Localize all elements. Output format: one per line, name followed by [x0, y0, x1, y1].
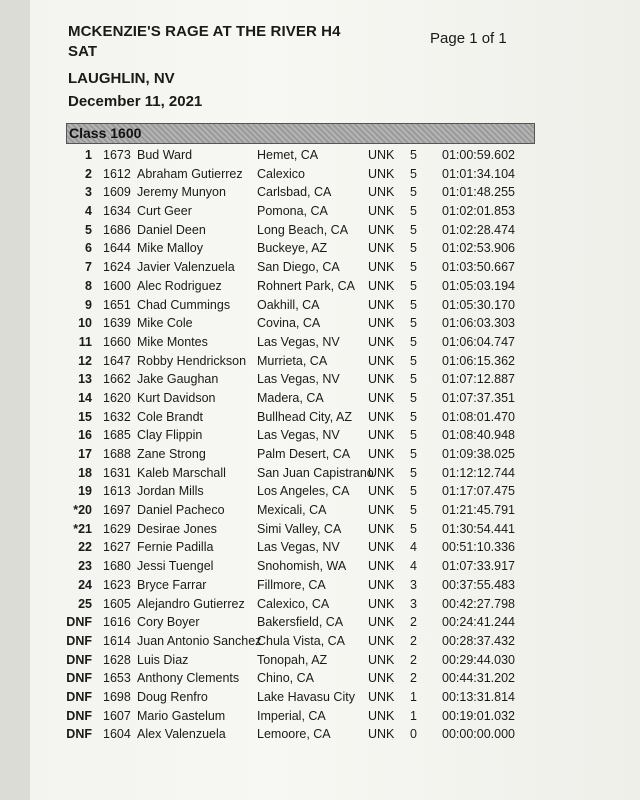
- table-row: [0, 688, 640, 707]
- event-date: December 11, 2021: [68, 93, 203, 110]
- result-car-number: 1627: [103, 540, 131, 555]
- result-hometown: San Juan Capistrano: [257, 465, 374, 480]
- result-time: 01:06:03.303: [442, 316, 515, 331]
- result-time: 01:12:12.744: [442, 465, 515, 480]
- result-class-code: UNK: [368, 428, 395, 443]
- page-info: Page 1 of 1: [430, 30, 507, 47]
- result-driver-name: Juan Antonio Sanchez: [137, 633, 262, 648]
- result-class-code: UNK: [368, 166, 395, 181]
- result-time: 00:37:55.483: [442, 577, 515, 592]
- result-driver-name: Zane Strong: [137, 447, 206, 461]
- result-class-code: UNK: [368, 260, 395, 275]
- result-class-code: UNK: [368, 185, 395, 200]
- result-car-number: 1612: [103, 166, 131, 181]
- result-class-code: UNK: [368, 334, 395, 349]
- result-driver-name: Daniel Pacheco: [137, 503, 225, 518]
- result-position: 5: [85, 222, 92, 237]
- result-laps: 5: [410, 166, 417, 181]
- result-hometown: Lemoore, CA: [257, 727, 331, 742]
- result-hometown: Bullhead City, AZ: [257, 409, 352, 424]
- result-car-number: 1620: [103, 390, 131, 405]
- result-laps: 5: [410, 316, 417, 331]
- result-laps: 5: [410, 372, 417, 387]
- result-time: 01:21:45.791: [442, 503, 515, 518]
- result-driver-name: Mike Montes: [137, 334, 208, 349]
- table-row: [0, 464, 640, 483]
- result-time: 01:01:48.255: [442, 185, 515, 200]
- table-row: [0, 314, 640, 333]
- result-time: 01:05:30.170: [442, 297, 515, 312]
- result-time: 00:51:10.336: [442, 540, 515, 555]
- result-laps: 5: [410, 390, 417, 405]
- result-time: 01:08:40.948: [442, 428, 515, 443]
- table-row: [0, 277, 640, 296]
- result-hometown: Chula Vista, CA: [257, 633, 346, 648]
- class-header-bar: [66, 123, 535, 144]
- table-row: [0, 296, 640, 315]
- result-position: 16: [78, 428, 92, 443]
- result-position: *20: [73, 503, 92, 518]
- result-hometown: Hemet, CA: [257, 148, 319, 162]
- result-hometown: Tonopah, AZ: [257, 652, 328, 667]
- result-driver-name: Alec Rodriguez: [137, 278, 222, 293]
- result-position: 24: [78, 577, 92, 592]
- result-car-number: 1673: [103, 148, 131, 162]
- table-row: [0, 669, 640, 688]
- event-day: SAT: [68, 43, 98, 60]
- result-class-code: UNK: [368, 503, 395, 518]
- result-class-code: UNK: [368, 465, 395, 480]
- result-time: 00:19:01.032: [442, 708, 515, 723]
- result-time: 01:30:54.441: [442, 521, 515, 536]
- result-driver-name: Desirae Jones: [137, 521, 217, 536]
- result-position: 10: [78, 316, 92, 331]
- result-class-code: UNK: [368, 204, 395, 219]
- result-car-number: 1651: [103, 297, 131, 312]
- result-car-number: 1629: [103, 521, 131, 536]
- result-hometown: Las Vegas, NV: [257, 428, 340, 443]
- result-driver-name: Cole Brandt: [137, 409, 204, 424]
- result-position: DNF: [66, 652, 92, 667]
- result-position: 15: [78, 409, 92, 424]
- result-hometown: San Diego, CA: [257, 260, 340, 275]
- result-position: 3: [85, 185, 92, 200]
- result-class-code: UNK: [368, 708, 395, 723]
- result-time: 01:17:07.475: [442, 484, 515, 499]
- result-hometown: Mexicali, CA: [257, 503, 327, 518]
- result-hometown: Carlsbad, CA: [257, 185, 332, 200]
- result-car-number: 1604: [103, 727, 131, 742]
- result-time: 01:02:53.906: [442, 241, 515, 256]
- result-position: 11: [78, 334, 92, 349]
- result-driver-name: Mike Malloy: [137, 241, 203, 256]
- result-hometown: Snohomish, WA: [257, 559, 347, 574]
- result-position: DNF: [66, 633, 92, 648]
- table-row: [0, 239, 640, 258]
- result-position: DNF: [66, 708, 92, 723]
- result-driver-name: Kaleb Marschall: [137, 465, 226, 480]
- result-car-number: 1616: [103, 615, 131, 630]
- result-car-number: 1660: [103, 334, 131, 349]
- result-time: 00:42:27.798: [442, 596, 515, 611]
- result-class-code: UNK: [368, 577, 395, 592]
- result-hometown: Imperial, CA: [257, 708, 326, 723]
- result-class-code: UNK: [368, 222, 395, 237]
- result-hometown: Las Vegas, NV: [257, 334, 340, 349]
- result-position: 25: [78, 596, 92, 611]
- result-driver-name: Jessi Tuengel: [137, 559, 214, 574]
- result-car-number: 1680: [103, 559, 131, 574]
- result-position: 9: [85, 297, 92, 312]
- result-car-number: 1624: [103, 260, 131, 275]
- table-row: [0, 707, 640, 726]
- result-class-code: UNK: [368, 297, 395, 312]
- table-row: [0, 501, 640, 520]
- result-hometown: Las Vegas, NV: [257, 540, 340, 555]
- result-laps: 5: [410, 353, 417, 368]
- result-laps: 5: [410, 334, 417, 349]
- result-hometown: Simi Valley, CA: [257, 521, 342, 536]
- result-driver-name: Cory Boyer: [137, 615, 200, 630]
- table-row: [0, 165, 640, 184]
- result-position: 1: [85, 148, 92, 162]
- result-laps: 3: [410, 577, 417, 592]
- result-position: DNF: [66, 689, 92, 704]
- result-car-number: 1647: [103, 353, 131, 368]
- result-time: 00:13:31.814: [442, 689, 515, 704]
- result-driver-name: Luis Diaz: [137, 652, 189, 667]
- result-laps: 5: [410, 222, 417, 237]
- result-laps: 0: [410, 727, 417, 742]
- result-hometown: Murrieta, CA: [257, 353, 328, 368]
- result-class-code: UNK: [368, 316, 395, 331]
- result-car-number: 1634: [103, 204, 131, 219]
- result-hometown: Calexico: [257, 166, 305, 181]
- result-time: 01:06:15.362: [442, 353, 515, 368]
- result-class-code: UNK: [368, 540, 395, 555]
- result-car-number: 1632: [103, 409, 131, 424]
- table-row: [0, 202, 640, 221]
- event-title: [68, 22, 341, 62]
- result-driver-name: Jake Gaughan: [137, 372, 219, 387]
- result-hometown: Madera, CA: [257, 390, 324, 405]
- result-class-code: UNK: [368, 390, 395, 405]
- result-laps: 5: [410, 465, 417, 480]
- result-driver-name: Alex Valenzuela: [137, 727, 226, 742]
- result-time: 01:05:03.194: [442, 278, 515, 293]
- result-hometown: Pomona, CA: [257, 204, 328, 219]
- result-hometown: Las Vegas, NV: [257, 372, 340, 387]
- result-class-code: UNK: [368, 671, 395, 686]
- result-time: 00:00:00.000: [442, 727, 515, 742]
- result-class-code: UNK: [368, 596, 395, 611]
- result-laps: 5: [410, 148, 417, 162]
- result-car-number: 1628: [103, 652, 131, 667]
- class-label: Class 1600: [69, 125, 142, 141]
- result-time: 01:01:34.104: [442, 166, 515, 181]
- table-row: [0, 538, 640, 557]
- result-laps: 4: [410, 559, 417, 574]
- result-driver-name: Clay Flippin: [137, 428, 203, 443]
- result-car-number: 1685: [103, 428, 131, 443]
- result-class-code: UNK: [368, 727, 395, 742]
- result-position: 13: [78, 372, 92, 387]
- result-driver-name: Curt Geer: [137, 204, 192, 219]
- result-laps: 5: [410, 241, 417, 256]
- result-hometown: Lake Havasu City: [257, 689, 355, 704]
- result-car-number: 1686: [103, 222, 131, 237]
- result-laps: 5: [410, 503, 417, 518]
- result-hometown: Rohnert Park, CA: [257, 278, 355, 293]
- result-time: 01:06:04.747: [442, 334, 515, 349]
- result-class-code: UNK: [368, 372, 395, 387]
- result-position: 2: [85, 166, 92, 181]
- result-position: 8: [85, 278, 92, 293]
- result-class-code: UNK: [368, 409, 395, 424]
- result-driver-name: Fernie Padilla: [137, 540, 214, 555]
- result-car-number: 1609: [103, 185, 131, 200]
- result-driver-name: Mario Gastelum: [137, 708, 226, 723]
- result-driver-name: Chad Cummings: [137, 297, 231, 312]
- result-laps: 5: [410, 409, 417, 424]
- result-class-code: UNK: [368, 278, 395, 293]
- result-time: 01:03:50.667: [442, 260, 515, 275]
- table-row: [0, 426, 640, 445]
- result-driver-name: Javier Valenzuela: [137, 260, 235, 275]
- table-row: [0, 333, 640, 352]
- results-table: [0, 146, 640, 744]
- result-laps: 5: [410, 447, 417, 461]
- table-row: [0, 613, 640, 632]
- result-car-number: 1614: [103, 633, 131, 648]
- result-time: 00:24:41.244: [442, 615, 515, 630]
- result-time: 00:44:31.202: [442, 671, 515, 686]
- result-position: 12: [78, 353, 92, 368]
- result-hometown: Calexico, CA: [257, 596, 330, 611]
- result-position: DNF: [66, 615, 92, 630]
- result-time: 01:09:38.025: [442, 447, 515, 461]
- result-hometown: Covina, CA: [257, 316, 321, 331]
- table-row: [0, 725, 640, 744]
- result-laps: 5: [410, 521, 417, 536]
- table-row: [0, 352, 640, 371]
- result-class-code: UNK: [368, 689, 395, 704]
- result-driver-name: Bryce Farrar: [137, 577, 207, 592]
- result-position: 6: [85, 241, 92, 256]
- result-class-code: UNK: [368, 353, 395, 368]
- result-time: 01:07:12.887: [442, 372, 515, 387]
- result-laps: 5: [410, 297, 417, 312]
- result-driver-name: Anthony Clements: [137, 671, 240, 686]
- result-laps: 5: [410, 278, 417, 293]
- result-hometown: Palm Desert, CA: [257, 447, 351, 461]
- result-car-number: 1644: [103, 241, 131, 256]
- result-position: 4: [85, 204, 92, 219]
- result-position: 14: [78, 390, 92, 405]
- table-row: [0, 520, 640, 539]
- result-position: 22: [78, 540, 92, 555]
- result-laps: 2: [410, 615, 417, 630]
- result-position: 23: [78, 559, 92, 574]
- table-row: [0, 370, 640, 389]
- event-title-line: MCKENZIE'S RAGE AT THE RIVER H4: [68, 23, 341, 40]
- result-time: 01:08:01.470: [442, 409, 515, 424]
- table-row: [0, 445, 640, 464]
- result-time: 00:28:37.432: [442, 633, 515, 648]
- table-row: [0, 389, 640, 408]
- result-hometown: Oakhill, CA: [257, 297, 320, 312]
- event-location: LAUGHLIN, NV: [68, 70, 175, 87]
- result-hometown: Bakersfield, CA: [257, 615, 344, 630]
- result-hometown: Buckeye, AZ: [257, 241, 328, 256]
- result-laps: 5: [410, 185, 417, 200]
- result-time: 01:02:28.474: [442, 222, 515, 237]
- result-time: 01:07:37.351: [442, 390, 515, 405]
- result-class-code: UNK: [368, 652, 395, 667]
- result-class-code: UNK: [368, 559, 395, 574]
- result-laps: 3: [410, 596, 417, 611]
- result-class-code: UNK: [368, 241, 395, 256]
- result-car-number: 1688: [103, 447, 131, 461]
- table-row: [0, 183, 640, 202]
- table-row: [0, 258, 640, 277]
- result-driver-name: Daniel Deen: [137, 222, 206, 237]
- result-car-number: 1631: [103, 465, 131, 480]
- result-class-code: UNK: [368, 447, 395, 461]
- result-position: 19: [78, 484, 92, 499]
- result-position: DNF: [66, 727, 92, 742]
- result-hometown: Long Beach, CA: [257, 222, 349, 237]
- table-row: [0, 221, 640, 240]
- result-car-number: 1607: [103, 708, 131, 723]
- result-hometown: Los Angeles, CA: [257, 484, 350, 499]
- result-class-code: UNK: [368, 148, 395, 162]
- result-hometown: Chino, CA: [257, 671, 314, 686]
- result-car-number: 1600: [103, 278, 131, 293]
- result-car-number: 1662: [103, 372, 131, 387]
- result-driver-name: Jordan Mills: [137, 484, 204, 499]
- table-row: [0, 408, 640, 427]
- result-driver-name: Kurt Davidson: [137, 390, 216, 405]
- result-driver-name: Alejandro Gutierrez: [137, 596, 245, 611]
- result-position: DNF: [66, 671, 92, 686]
- result-car-number: 1623: [103, 577, 131, 592]
- table-row: [0, 482, 640, 501]
- result-hometown: Fillmore, CA: [257, 577, 326, 592]
- result-laps: 1: [410, 708, 417, 723]
- table-row: [0, 595, 640, 614]
- result-time: 01:02:01.853: [442, 204, 515, 219]
- result-driver-name: Robby Hendrickson: [137, 353, 247, 368]
- table-row: [0, 146, 640, 165]
- result-laps: 2: [410, 652, 417, 667]
- result-position: 7: [85, 260, 92, 275]
- result-laps: 5: [410, 428, 417, 443]
- result-car-number: 1697: [103, 503, 131, 518]
- result-driver-name: Mike Cole: [137, 316, 193, 331]
- result-driver-name: Abraham Gutierrez: [137, 166, 243, 181]
- result-laps: 4: [410, 540, 417, 555]
- result-laps: 1: [410, 689, 417, 704]
- table-row: [0, 576, 640, 595]
- result-car-number: 1653: [103, 671, 131, 686]
- result-time: 01:07:33.917: [442, 559, 515, 574]
- result-laps: 5: [410, 204, 417, 219]
- result-class-code: UNK: [368, 521, 395, 536]
- table-row: [0, 632, 640, 651]
- table-row: [0, 651, 640, 670]
- result-car-number: 1613: [103, 484, 131, 499]
- result-time: 01:00:59.602: [442, 148, 515, 162]
- result-class-code: UNK: [368, 633, 395, 648]
- result-car-number: 1698: [103, 689, 131, 704]
- result-car-number: 1639: [103, 316, 131, 331]
- result-laps: 2: [410, 633, 417, 648]
- result-driver-name: Jeremy Munyon: [137, 185, 226, 200]
- result-car-number: 1605: [103, 596, 131, 611]
- result-laps: 5: [410, 484, 417, 499]
- result-class-code: UNK: [368, 615, 395, 630]
- result-laps: 2: [410, 671, 417, 686]
- result-time: 00:29:44.030: [442, 652, 515, 667]
- result-driver-name: Doug Renfro: [137, 689, 208, 704]
- result-laps: 5: [410, 260, 417, 275]
- result-class-code: UNK: [368, 484, 395, 499]
- result-position: *21: [73, 521, 92, 536]
- result-position: 18: [78, 465, 92, 480]
- result-driver-name: Bud Ward: [137, 148, 193, 162]
- table-row: [0, 557, 640, 576]
- result-position: 17: [78, 447, 92, 461]
